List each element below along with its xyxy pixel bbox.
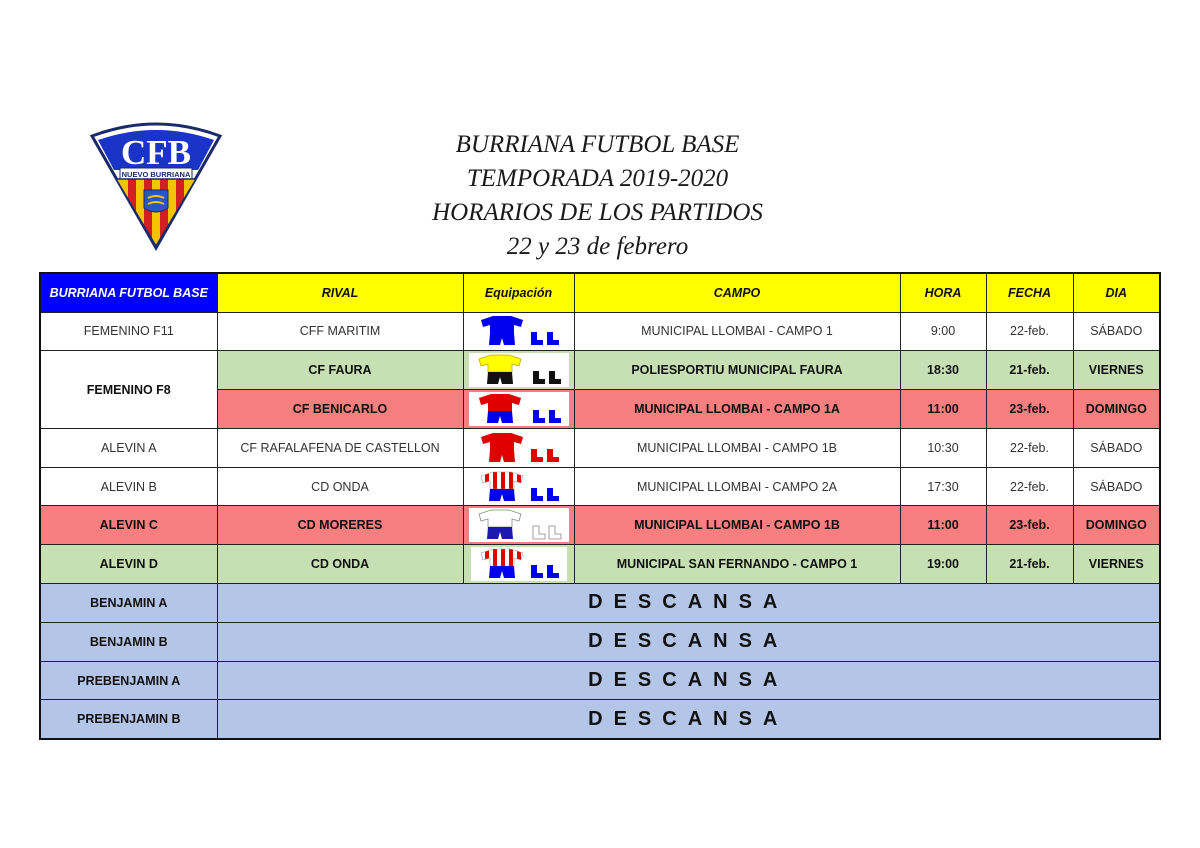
field-cell: MUNICIPAL LLOMBAI - CAMPO 2A [574, 467, 900, 506]
date-cell: 22-feb. [986, 467, 1073, 506]
table-row [40, 545, 1160, 584]
time-cell: 19:00 [900, 545, 986, 584]
table-header-row [40, 273, 1160, 312]
team-cell: FEMENINO F8 [40, 351, 217, 429]
field-cell: MUNICIPAL LLOMBAI - CAMPO 1 [574, 312, 900, 351]
header-club: BURRIANA FUTBOL BASE [40, 273, 217, 312]
day-cell: VIERNES [1073, 545, 1160, 584]
time-cell: 17:30 [900, 467, 986, 506]
date-cell: 21-feb. [986, 351, 1073, 390]
rival-cell: CFF MARITIM [217, 312, 463, 351]
header-kit: Equipación [463, 273, 574, 312]
field-cell: MUNICIPAL LLOMBAI - CAMPO 1B [574, 506, 900, 545]
rest-message: DESCANSA [217, 700, 1160, 739]
table-row [40, 312, 1160, 351]
team-cell: PREBENJAMIN A [40, 661, 217, 700]
team-cell: ALEVIN B [40, 467, 217, 506]
header-field: CAMPO [574, 273, 900, 312]
kit-cell [463, 312, 574, 351]
heading-dates: 22 y 23 de febrero [506, 233, 689, 260]
date-cell: 21-feb. [986, 545, 1073, 584]
team-cell: PREBENJAMIN B [40, 700, 217, 739]
rest-message: DESCANSA [217, 661, 1160, 700]
date-cell: 22-feb. [986, 312, 1073, 351]
table-row [40, 467, 1160, 506]
rest-message: DESCANSA [217, 622, 1160, 661]
striped-kit-icon [471, 547, 567, 581]
heading-season: TEMPORADA 2019-2020 [466, 165, 729, 192]
team-cell: BENJAMIN B [40, 622, 217, 661]
striped-kit-icon [471, 470, 567, 504]
day-cell: SÁBADO [1073, 312, 1160, 351]
field-cell: MUNICIPAL LLOMBAI - CAMPO 1B [574, 428, 900, 467]
cfb-shield-icon [86, 118, 226, 252]
rival-cell: CF FAURA [217, 351, 463, 390]
team-cell: FEMENINO F11 [40, 312, 217, 351]
time-cell: 11:00 [900, 390, 986, 429]
rival-cell: CD ONDA [217, 545, 463, 584]
blue-kit-icon [471, 314, 567, 348]
heading-club: BURRIANA FUTBOL BASE [455, 131, 740, 158]
kit-cell [463, 467, 574, 506]
header-day: DIA [1073, 273, 1160, 312]
field-cell: POLIESPORTIU MUNICIPAL FAURA [574, 351, 900, 390]
club-logo [86, 118, 226, 252]
rest-message: DESCANSA [217, 584, 1160, 623]
field-cell: MUNICIPAL SAN FERNANDO - CAMPO 1 [574, 545, 900, 584]
day-cell: SÁBADO [1073, 428, 1160, 467]
kit-cell [463, 390, 574, 429]
rival-cell: CF BENICARLO [217, 390, 463, 429]
kit-cell [463, 506, 574, 545]
team-cell: ALEVIN C [40, 506, 217, 545]
day-cell: DOMINGO [1073, 506, 1160, 545]
time-cell: 11:00 [900, 506, 986, 545]
logo-initials: CFB [121, 133, 191, 172]
table-row [40, 351, 1160, 390]
red-kit-icon [471, 431, 567, 465]
match-schedule-table [39, 272, 1161, 740]
rest-row [40, 700, 1160, 739]
team-cell: BENJAMIN A [40, 584, 217, 623]
table-row [40, 428, 1160, 467]
rest-row [40, 584, 1160, 623]
header-rival: RIVAL [217, 273, 463, 312]
kit-cell [463, 351, 574, 390]
white-kit-icon [469, 508, 569, 542]
time-cell: 10:30 [900, 428, 986, 467]
header-time: HORA [900, 273, 986, 312]
red-blue-kit-icon [469, 392, 569, 426]
logo-banner: NUEVO BURRIANA [121, 170, 191, 179]
field-cell: MUNICIPAL LLOMBAI - CAMPO 1A [574, 390, 900, 429]
time-cell: 18:30 [900, 351, 986, 390]
heading-schedule: HORARIOS DE LOS PARTIDOS [432, 199, 763, 226]
day-cell: SÁBADO [1073, 467, 1160, 506]
rest-row [40, 661, 1160, 700]
yellow-black-kit-icon [469, 353, 569, 387]
time-cell: 9:00 [900, 312, 986, 351]
day-cell: VIERNES [1073, 351, 1160, 390]
date-cell: 23-feb. [986, 390, 1073, 429]
kit-cell [463, 428, 574, 467]
rest-row [40, 622, 1160, 661]
table-row [40, 506, 1160, 545]
date-cell: 23-feb. [986, 506, 1073, 545]
header-date: FECHA [986, 273, 1073, 312]
kit-cell [463, 545, 574, 584]
rival-cell: CD ONDA [217, 467, 463, 506]
document-heading [380, 128, 815, 264]
rival-cell: CD MORERES [217, 506, 463, 545]
team-cell: ALEVIN D [40, 545, 217, 584]
team-cell: ALEVIN A [40, 428, 217, 467]
rival-cell: CF RAFALAFENA DE CASTELLON [217, 428, 463, 467]
day-cell: DOMINGO [1073, 390, 1160, 429]
date-cell: 22-feb. [986, 428, 1073, 467]
